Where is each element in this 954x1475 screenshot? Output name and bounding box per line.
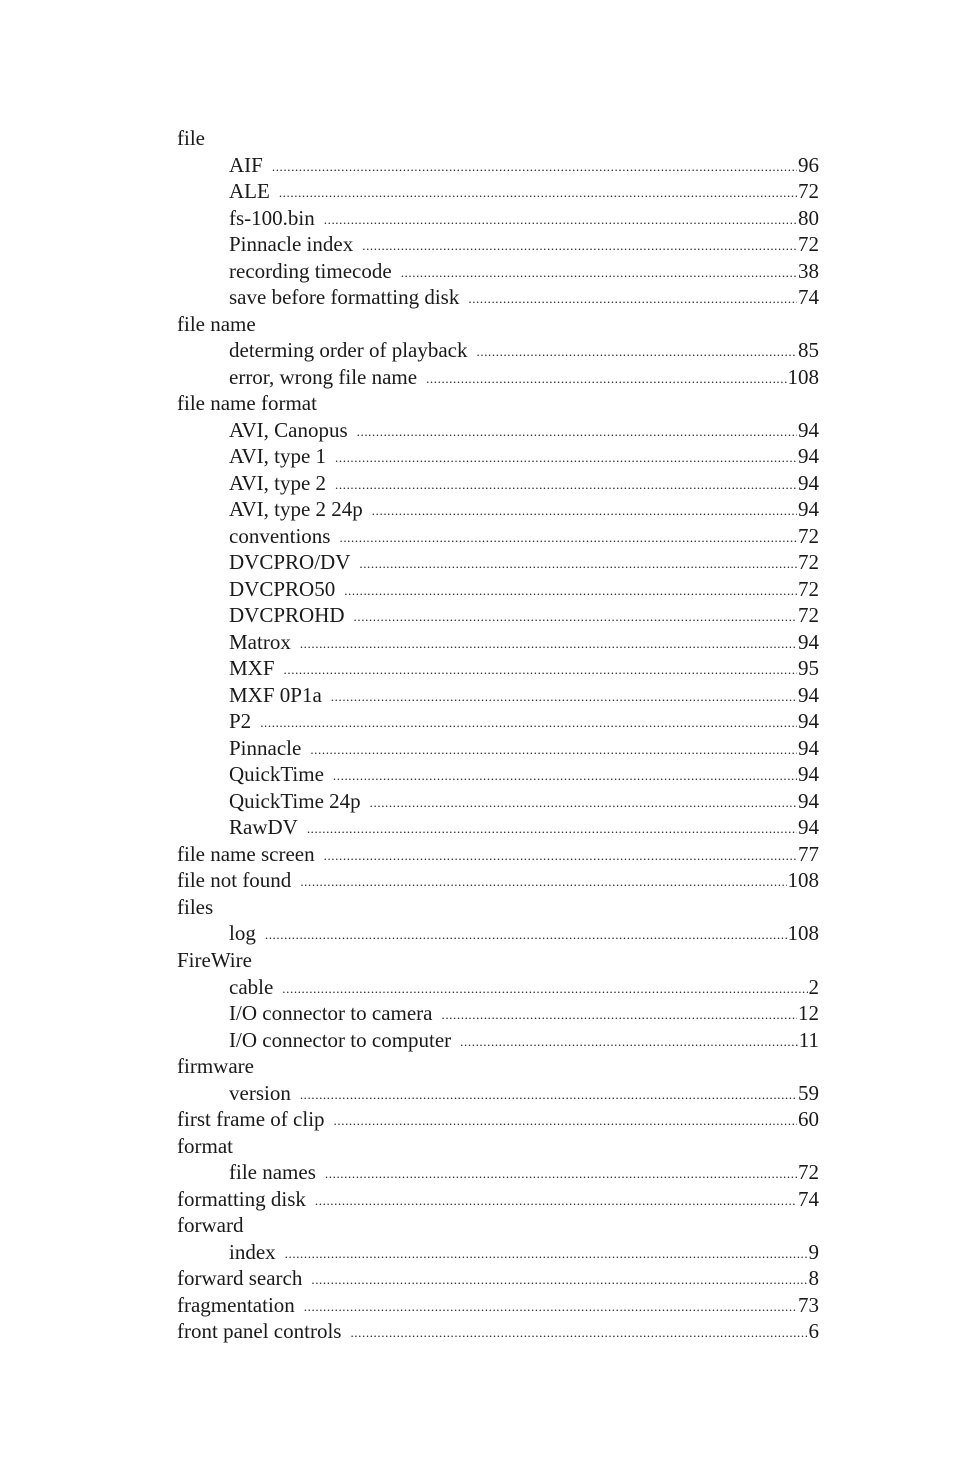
index-subentry	[177, 708, 819, 735]
index-page-number: 59	[798, 1080, 819, 1105]
index-list	[177, 125, 819, 1345]
dot-leader	[354, 604, 797, 631]
dot-leader	[339, 525, 797, 552]
index-term: AVI, type 2 24p	[229, 497, 363, 522]
index-term: I/O connector to computer	[229, 1027, 452, 1052]
index-term: QuickTime	[229, 762, 324, 787]
dot-leader	[324, 207, 797, 234]
index-page-number: 94	[798, 709, 819, 734]
index-page-number: 108	[787, 364, 819, 389]
index-subentry	[177, 761, 819, 788]
index-term: DVCPRO/DV	[229, 550, 351, 575]
index-page-number: 85	[798, 338, 819, 363]
dot-leader	[285, 1241, 808, 1268]
index-page-number: 108	[787, 921, 819, 946]
index-entry	[177, 1133, 819, 1160]
index-term: MXF 0P1a	[229, 682, 322, 707]
index-term: formatting disk	[177, 1186, 306, 1211]
index-subentry	[177, 178, 819, 205]
index-page-number: 8	[808, 1266, 819, 1291]
index-term: AVI, Canopus	[229, 417, 348, 442]
index-page-number: 9	[808, 1239, 819, 1264]
index-term: I/O connector to camera	[229, 1001, 433, 1026]
index-term: format	[177, 1133, 233, 1158]
index-subentry	[177, 205, 819, 232]
index-subentry	[177, 152, 819, 179]
index-subentry	[177, 364, 819, 391]
index-term: FireWire	[177, 947, 252, 972]
index-term: fragmentation	[177, 1292, 295, 1317]
index-term: AVI, type 2	[229, 470, 327, 495]
dot-leader	[334, 1108, 797, 1135]
dot-leader	[401, 260, 797, 287]
dot-leader	[441, 1002, 797, 1029]
index-term: forward	[177, 1213, 244, 1238]
index-term: file name	[177, 311, 256, 336]
index-subentry	[177, 417, 819, 444]
dot-leader	[362, 233, 797, 260]
index-subentry	[177, 1239, 819, 1266]
dot-leader	[344, 578, 797, 605]
dot-leader	[324, 843, 797, 870]
index-term: conventions	[229, 523, 331, 548]
index-subentry	[177, 523, 819, 550]
index-page-number: 38	[798, 258, 819, 283]
index-term: RawDV	[229, 815, 298, 840]
index-term: error, wrong file name	[229, 364, 418, 389]
index-subentry	[177, 655, 819, 682]
index-subentry	[177, 814, 819, 841]
dot-leader	[460, 1029, 798, 1056]
dot-leader	[350, 1320, 807, 1347]
dot-leader	[370, 790, 797, 817]
index-subentry	[177, 549, 819, 576]
index-page-number: 2	[808, 974, 819, 999]
index-term: file name format	[177, 391, 317, 416]
dot-leader	[282, 976, 807, 1003]
index-page-number: 72	[798, 179, 819, 204]
index-subentry	[177, 284, 819, 311]
dot-leader	[359, 551, 797, 578]
dot-leader	[265, 922, 787, 949]
dot-leader	[357, 419, 797, 446]
index-term: cable	[229, 974, 274, 999]
index-term: DVCPROHD	[229, 603, 345, 628]
index-page-number: 94	[798, 417, 819, 442]
index-page-number: 73	[798, 1292, 819, 1317]
index-term: index	[229, 1239, 276, 1264]
index-term: save before formatting disk	[229, 285, 460, 310]
index-entry	[177, 311, 819, 338]
dot-leader	[315, 1188, 797, 1215]
index-subentry	[177, 337, 819, 364]
index-subentry	[177, 974, 819, 1001]
index-term: file names	[229, 1160, 316, 1185]
index-page-number: 94	[798, 629, 819, 654]
index-subentry	[177, 1000, 819, 1027]
index-page-number: 96	[798, 152, 819, 177]
dot-leader	[307, 816, 797, 843]
dot-leader	[311, 1267, 807, 1294]
index-page-number: 94	[798, 470, 819, 495]
index-term: file not found	[177, 868, 292, 893]
index-page-number: 72	[798, 523, 819, 548]
index-page-number: 77	[798, 841, 819, 866]
index-page-number: 12	[798, 1001, 819, 1026]
index-page-number: 72	[798, 603, 819, 628]
dot-leader	[335, 445, 797, 472]
index-subentry	[177, 602, 819, 629]
index-page-number: 72	[798, 1160, 819, 1185]
index-subentry	[177, 920, 819, 947]
index-page-number: 94	[798, 788, 819, 813]
index-page-number: 94	[798, 444, 819, 469]
dot-leader	[372, 498, 797, 525]
index-entry	[177, 1053, 819, 1080]
index-subentry	[177, 443, 819, 470]
dot-leader	[284, 657, 797, 684]
index-page-number: 72	[798, 232, 819, 257]
index-term: determing order of playback	[229, 338, 468, 363]
index-subentry	[177, 576, 819, 603]
index-term: files	[177, 894, 214, 919]
index-term: DVCPRO50	[229, 576, 336, 601]
index-subentry	[177, 629, 819, 656]
index-page-number: 74	[798, 1186, 819, 1211]
dot-leader	[477, 339, 798, 366]
index-term: AIF	[229, 152, 263, 177]
index-entry	[177, 125, 819, 152]
index-entry	[177, 867, 819, 894]
index-entry	[177, 841, 819, 868]
index-subentry	[177, 258, 819, 285]
index-page-number: 108	[787, 868, 819, 893]
index-term: file	[177, 126, 205, 150]
dot-leader	[325, 1161, 797, 1188]
index-page-number: 94	[798, 735, 819, 760]
index-term: Pinnacle index	[229, 232, 354, 257]
dot-leader	[468, 286, 797, 313]
index-subentry	[177, 470, 819, 497]
index-term: file name screen	[177, 841, 315, 866]
dot-leader	[310, 737, 797, 764]
dot-leader	[333, 763, 797, 790]
index-term: first frame of clip	[177, 1107, 325, 1132]
dot-leader	[272, 154, 797, 181]
index-term: front panel controls	[177, 1319, 342, 1344]
dot-leader	[426, 366, 786, 393]
index-page-number: 74	[798, 285, 819, 310]
index-term: Pinnacle	[229, 735, 302, 760]
index-subentry	[177, 1159, 819, 1186]
index-entry	[177, 1318, 819, 1345]
index-term: firmware	[177, 1054, 254, 1079]
index-term: MXF	[229, 656, 275, 681]
index-page-number: 94	[798, 815, 819, 840]
index-entry	[177, 1212, 819, 1239]
index-term: forward search	[177, 1266, 303, 1291]
index-entry	[177, 1186, 819, 1213]
dot-leader	[331, 684, 797, 711]
index-page-number: 94	[798, 762, 819, 787]
index-subentry	[177, 735, 819, 762]
dot-leader	[300, 1082, 797, 1109]
index-entry	[177, 1292, 819, 1319]
index-subentry	[177, 231, 819, 258]
index-term: fs-100.bin	[229, 205, 315, 230]
index-page-number: 80	[798, 205, 819, 230]
index-term: version	[229, 1080, 291, 1105]
index-subentry	[177, 682, 819, 709]
index-subentry	[177, 788, 819, 815]
index-subentry	[177, 496, 819, 523]
index-entry	[177, 894, 819, 921]
index-page-number: 95	[798, 656, 819, 681]
dot-leader	[304, 1294, 797, 1321]
dot-leader	[279, 180, 797, 207]
index-entry	[177, 1265, 819, 1292]
index-entry	[177, 390, 819, 417]
dot-leader	[335, 472, 797, 499]
index-page-number: 94	[798, 682, 819, 707]
index-entry	[177, 947, 819, 974]
index-term: log	[229, 921, 256, 946]
index-term: Matrox	[229, 629, 291, 654]
index-entry	[177, 1106, 819, 1133]
dot-leader	[300, 631, 797, 658]
index-page-number: 6	[808, 1319, 819, 1344]
index-subentry	[177, 1027, 819, 1054]
index-term: P2	[229, 709, 252, 734]
dot-leader	[300, 869, 786, 896]
dot-leader	[260, 710, 797, 737]
index-page-number: 72	[798, 576, 819, 601]
index-term: AVI, type 1	[229, 444, 327, 469]
index-term: ALE	[229, 179, 270, 204]
index-page-number: 94	[798, 497, 819, 522]
index-subentry	[177, 1080, 819, 1107]
index-page-number: 72	[798, 550, 819, 575]
index-term: recording timecode	[229, 258, 392, 283]
index-page-number: 60	[798, 1107, 819, 1132]
index-page-number: 11	[798, 1027, 819, 1052]
index-term: QuickTime 24p	[229, 788, 361, 813]
